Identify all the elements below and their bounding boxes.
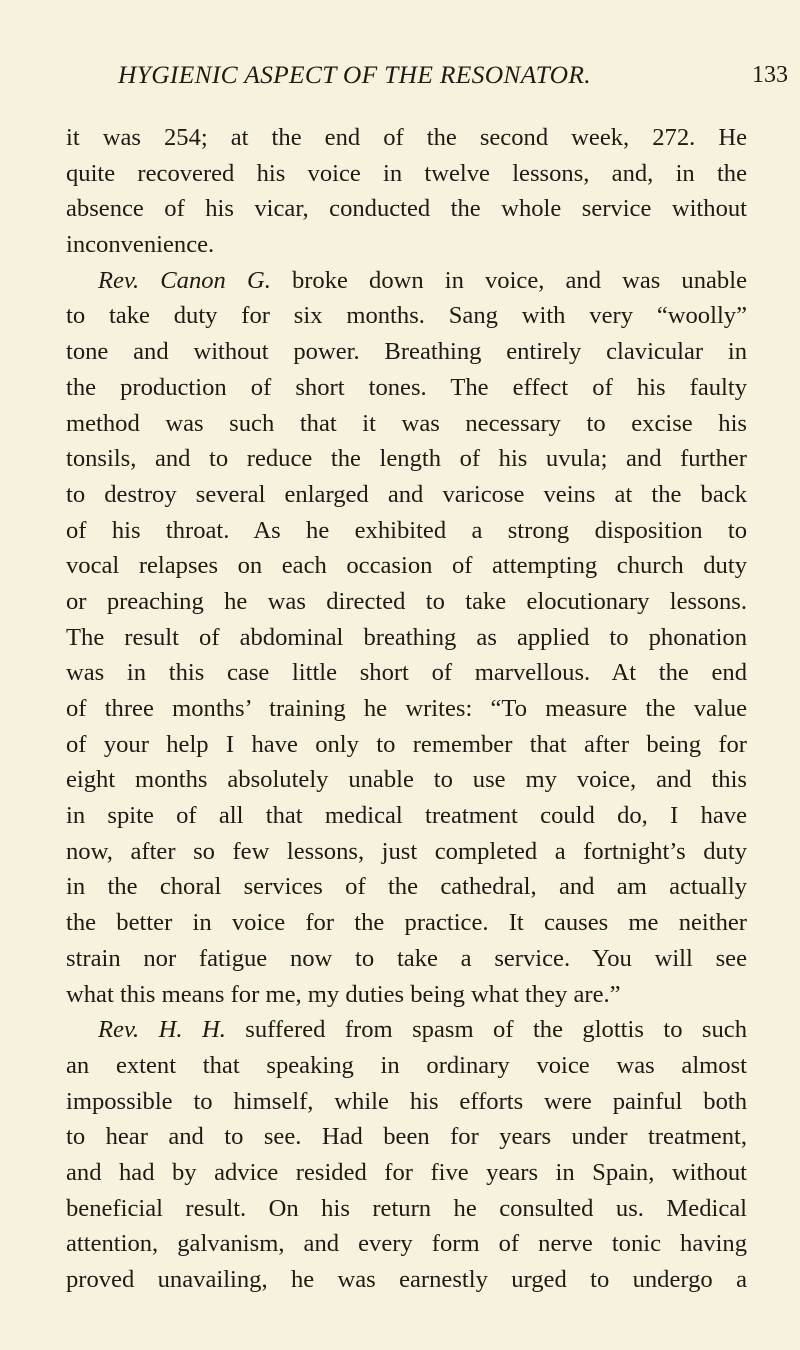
text-line — [66, 477, 747, 513]
line-text: or preaching he was directed to take elocutionary lessons. — [66, 587, 747, 615]
line-text: of your help I have only to remember that after being for — [66, 730, 747, 758]
page-number: 133 — [752, 62, 788, 88]
line-text: it was 254; at the end of the second week, 272. He — [66, 124, 747, 151]
case-name: Rev. H. H. — [98, 1016, 226, 1044]
line-text: strain nor fatigue now to take a service. You will see — [66, 944, 747, 972]
text-line — [66, 298, 747, 334]
line-text: eight months absolutely unable to use my voice, and this — [66, 766, 747, 794]
line-text: now, after so few lessons, just completed a fortnight’s duty — [66, 837, 747, 865]
text-line — [66, 191, 747, 227]
text-line — [66, 1155, 747, 1191]
line-text: what this means for me, my duties being what they are.” — [66, 980, 621, 1008]
line-text: tonsils, and to reduce the length of his uvula; and further — [66, 445, 747, 473]
text-line — [66, 120, 747, 156]
line-text: beneficial result. On his return he consulted us. Medical — [66, 1194, 747, 1222]
line-text: method was such that it was necessary to excise his — [66, 409, 747, 437]
text-line — [66, 727, 747, 763]
text-line — [66, 513, 747, 549]
line-text: in spite of all that medical treatment could do, I have — [66, 802, 747, 830]
text-line — [66, 263, 747, 299]
line-text: absence of his vicar, conducted the whole service without — [66, 195, 747, 223]
text-line — [66, 1191, 747, 1227]
text-line — [66, 406, 747, 442]
text-line — [66, 227, 747, 263]
text-line — [66, 655, 747, 691]
line-text: was in this case little short of marvellous. At the end — [66, 659, 747, 687]
text-line — [66, 905, 747, 941]
text-line — [66, 691, 747, 727]
line-text: impossible to himself, while his efforts were painful both — [66, 1087, 747, 1115]
text-line — [66, 370, 747, 406]
line-text: and had by advice resided for five years in Spain, without — [66, 1158, 747, 1186]
line-text: vocal relapses on each occasion of attempting church duty — [66, 552, 747, 580]
text-line — [66, 834, 747, 870]
line-text: the better in voice for the practice. It causes me neither — [66, 909, 747, 937]
text-line — [66, 334, 747, 370]
text-line — [66, 1048, 747, 1084]
text-line — [66, 1262, 747, 1298]
text-line — [66, 441, 747, 477]
line-text: quite recovered his voice in twelve lessons, and, in the — [66, 159, 747, 187]
line-text: attention, galvanism, and every form of nerve tonic having — [66, 1230, 747, 1258]
line-text: of his throat. As he exhibited a strong disposition to — [66, 516, 747, 544]
text-line — [66, 620, 747, 656]
line-text: broke down in voice, and was unable — [270, 266, 747, 294]
line-text: to hear and to see. Had been for years under treatment, — [66, 1123, 747, 1151]
line-text: an extent that speaking in ordinary voice was almost — [66, 1051, 747, 1079]
text-line — [66, 941, 747, 977]
line-text: suffered from spasm of the glottis to such — [225, 1016, 748, 1044]
line-text: of three months’ training he writes: “To measure the value — [66, 695, 747, 722]
text-line — [66, 1226, 747, 1262]
text-line — [66, 1012, 747, 1048]
line-text: tone and without power. Breathing entirely clavicular in — [66, 338, 747, 366]
text-line — [66, 1119, 747, 1155]
text-line — [66, 869, 747, 905]
line-text: inconvenience. — [66, 231, 215, 259]
text-line — [66, 548, 747, 584]
text-line — [66, 977, 747, 1013]
text-line — [66, 798, 747, 834]
line-text: The result of abdominal breathing as applied to phonation — [66, 623, 747, 651]
line-text: proved unavailing, he was earnestly urged to undergo a — [66, 1266, 747, 1293]
case-name: Rev. Canon G. — [98, 266, 271, 294]
line-text: the production of short tones. The effect of his faulty — [66, 373, 747, 401]
text-line — [66, 1084, 747, 1120]
line-text: in the choral services of the cathedral, and am actually — [66, 873, 747, 901]
text-line — [66, 762, 747, 798]
body-text — [66, 120, 747, 1298]
line-text: to destroy several enlarged and varicose veins at the back — [66, 480, 747, 508]
running-head: HYGIENIC ASPECT OF THE RESONATOR. — [118, 60, 591, 89]
line-text: to take duty for six months. Sang with very “woolly” — [66, 302, 747, 330]
text-line — [66, 584, 747, 620]
text-line — [66, 156, 747, 192]
